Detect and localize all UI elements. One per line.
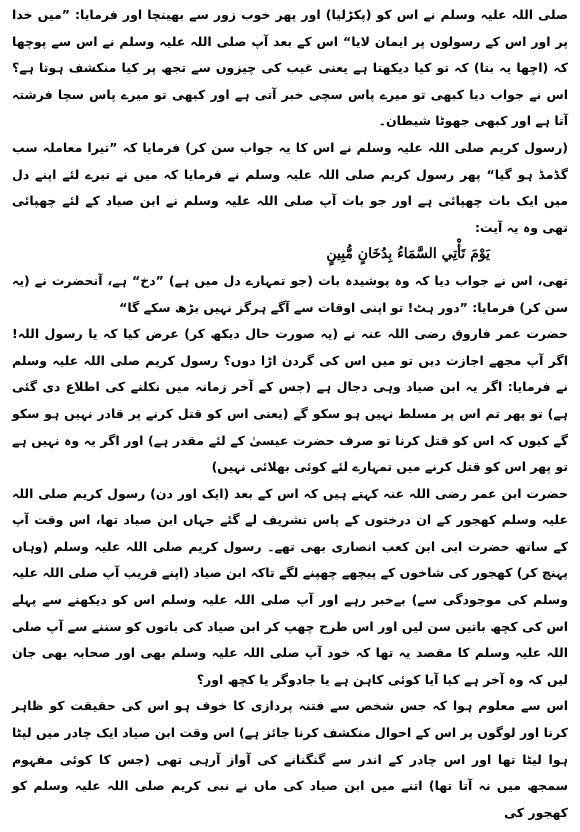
paragraph-hidden-verse: (رسول کریم صلی اللہ علیہ وسلم نے اس کا یہ جواب سن کر) فرمایا کہ ”تیرا معاملہ سب گڈمڈ ہو گیا“ پھر رسول کریم صلی اللہ علیہ وسلم نے فرمایا کہ میں نے تیرے لئے اپنے دل میں ایک بات چھپائی ہے اور جو بات آپ صلی اللہ علیہ وسلم نے ابن صیاد کے لئے چھپائی تھی وہ یہ آیت: [12,139,568,235]
paragraph-umar-request: حضرت عمر فاروق رضی اللہ عنہ نے (یہ صورت حال دیکھ کر) عرض کیا کہ یا رسول اللہ! اگر آپ مجھے اجازت دیں تو میں اس کی گردن اڑا دوں؟ رسول کریم صلی اللہ علیہ وسلم نے فرمایا: اگر یہ ابن صیاد وہی دجال ہے (جس کے آخر زمانہ میں نکلنے کی اطلاع دی گئی ہے) تو پھر تم اس پر مسلط نہیں ہو سکو گے (یعنی اس کو قتل کرنے پر قادر نہیں ہو سکو گے کیوں کہ اس کو قتل کرنا تو صرف حضرت عیسیٰ کے لئے مقدر ہے) اور اگر یہ وہ نہیں ہے تو پھر اس کو قتل کرنے میں تمہارے لئے کوئی بھلائی نہیں) [12,326,568,475]
quran-verse: يَوْمَ تَأْتِي السَّمَاءُ بِدُخَانٍ مُّبِينٍ [326,246,490,263]
paragraph-ibn-sayyad-answer: صلی اللہ علیہ وسلم نے اس کو (پکڑلیا) اور پھر خوب زور سے بھینچا اور فرمایا: ”میں خدا پر اور اس کے رسولوں پر ایمان لایا“ اس کے بعد آپ صلی اللہ علیہ وسلم نے اس سے پوچھا کہ (اچھا یہ بتا) کہ تو کیا دیکھتا ہے یعنی غیب کی چیزوں سے تجھ پر کیا منکشف ہوتا ہے؟ اس نے جواب دیا کبھی تو میرے پاس سچی خبر آتی ہے اور کبھی تو میرے پاس سچا فرشتہ آتا ہے اور کبھی جھوٹا شیطان۔ [12,7,568,129]
paragraph-lesson: اس سے معلوم ہوا کہ جس شخص سے فتنہ پردازی کا خوف ہو اس کی حقیقت کو ظاہر کرنا اور لوگوں پر اس کے احوال منکشف کرنا جائز ہے) اس وقت ابن صیاد ایک چادر میں لپٹا ہوا لیٹا تھا اور اس چادر کے اندر سے گنگنانے کی آواز آرہی تھی (جس کا کوئی مفہوم سمجھ میں نہ آتا تھا) اتنے میں ابن صیاد کی ماں نے نبی کریم صلی اللہ علیہ وسلم کو کھجور کی [12,698,568,820]
paragraph-palm-trees: حضرت ابن عمر رضی اللہ عنہ کہتے ہیں کہ اس کے بعد (ایک اور دن) رسول کریم صلی اللہ علیہ وسلم کھجور کے ان درختوں کے پاس تشریف لے گئے جہاں ابن صیاد تھا، اس وقت آپ کے ساتھ حضرت ابی ابن کعب انصاری بھی تھے۔ رسول کریم صلی اللہ علیہ وسلم (وہاں پہنچ کر) کھجور کی شاخوں کے پیچھے چھپنے لگے تاکہ ابن صیاد (اپنے قریب آپ صلی اللہ علیہ وسلم کی موجودگی سے) بےخبر رہے اور آپ صلی اللہ علیہ وسلم اس کو دیکھنے سے پہلے اس کی کچھ باتیں سن لیں اور اس طرح چھپ کر ابن صیاد کی باتوں کو سننے سے آپ صلی اللہ علیہ وسلم کا مقصد یہ تھا کہ خود آپ صلی اللہ علیہ وسلم بھی اور صحابہ بھی جان لیں کہ وہ آخر ہے کیا آیا کوئی کاہن ہے یا جادوگر یا کچھ اور؟ [12,485,568,687]
paragraph-dukh-reply: تھی، اس نے جواب دیا کہ وہ پوشیدہ بات (جو تمہارے دل میں ہے) ”دخ“ ہے، آنحضرت نے (یہ سن کر) فرمایا: ”دور ہٹ! تو اپنی اوقات سے آگے ہرگز نہیں بڑھ سکے گا“ [12,272,568,315]
